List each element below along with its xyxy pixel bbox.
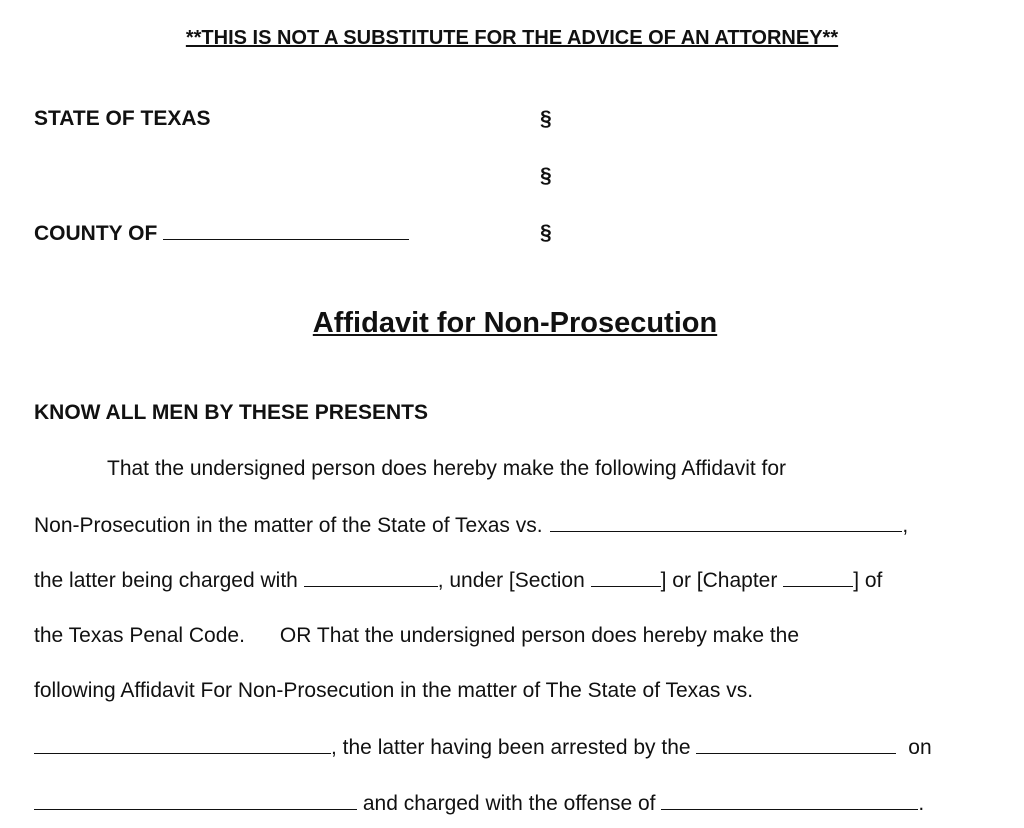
body-line-7: [34, 791, 924, 816]
state-label: STATE OF TEXAS: [34, 107, 211, 130]
offense-label: and charged with the offense of: [362, 792, 656, 815]
defendant-name-blank-2[interactable]: [34, 735, 331, 754]
section-label: , under [Section: [437, 569, 585, 592]
section-number-blank[interactable]: [591, 568, 661, 587]
chapter-number-blank[interactable]: [783, 568, 853, 587]
arrested-by-label: , the latter having been arrested by the: [331, 736, 691, 759]
chapter-label: ] or [Chapter: [660, 569, 778, 592]
period: .: [918, 792, 925, 815]
section-symbol-3: §: [540, 221, 552, 244]
body-line-2-text: Non-Prosecution in the matter of the State of Texas vs.: [34, 514, 543, 537]
county-line: [34, 221, 409, 246]
defendant-name-blank[interactable]: [550, 513, 902, 532]
charge-blank[interactable]: [304, 568, 438, 587]
comma: ,: [902, 514, 909, 537]
arresting-agency-blank[interactable]: [696, 735, 896, 754]
body-line-1: That the undersigned person does hereby make the following Affidavit for: [107, 457, 787, 480]
section-symbol-2: §: [540, 164, 552, 187]
body-line-5: following Affidavit For Non-Prosecution in the matter of The State of Texas vs.: [34, 679, 754, 702]
county-blank[interactable]: [163, 221, 409, 240]
body-line-2: [34, 513, 908, 538]
body-line-6: [34, 735, 932, 760]
on-label: on: [908, 736, 932, 759]
offense-blank[interactable]: [661, 791, 918, 810]
section-symbol-1: §: [540, 107, 552, 130]
county-label: COUNTY OF: [34, 222, 158, 245]
know-all-men-heading: KNOW ALL MEN BY THESE PRESENTS: [34, 401, 428, 424]
document-title: Affidavit for Non-Prosecution: [312, 307, 718, 339]
arrest-date-blank[interactable]: [34, 791, 357, 810]
body-line-4: the Texas Penal Code. OR That the undersigned person does hereby make the: [34, 624, 800, 647]
body-line-3: [34, 568, 882, 593]
of-label: ] of: [853, 569, 883, 592]
charged-with-label: the latter being charged with: [34, 569, 298, 592]
disclaimer: **THIS IS NOT A SUBSTITUTE FOR THE ADVICE OF AN ATTORNEY**: [185, 27, 839, 49]
